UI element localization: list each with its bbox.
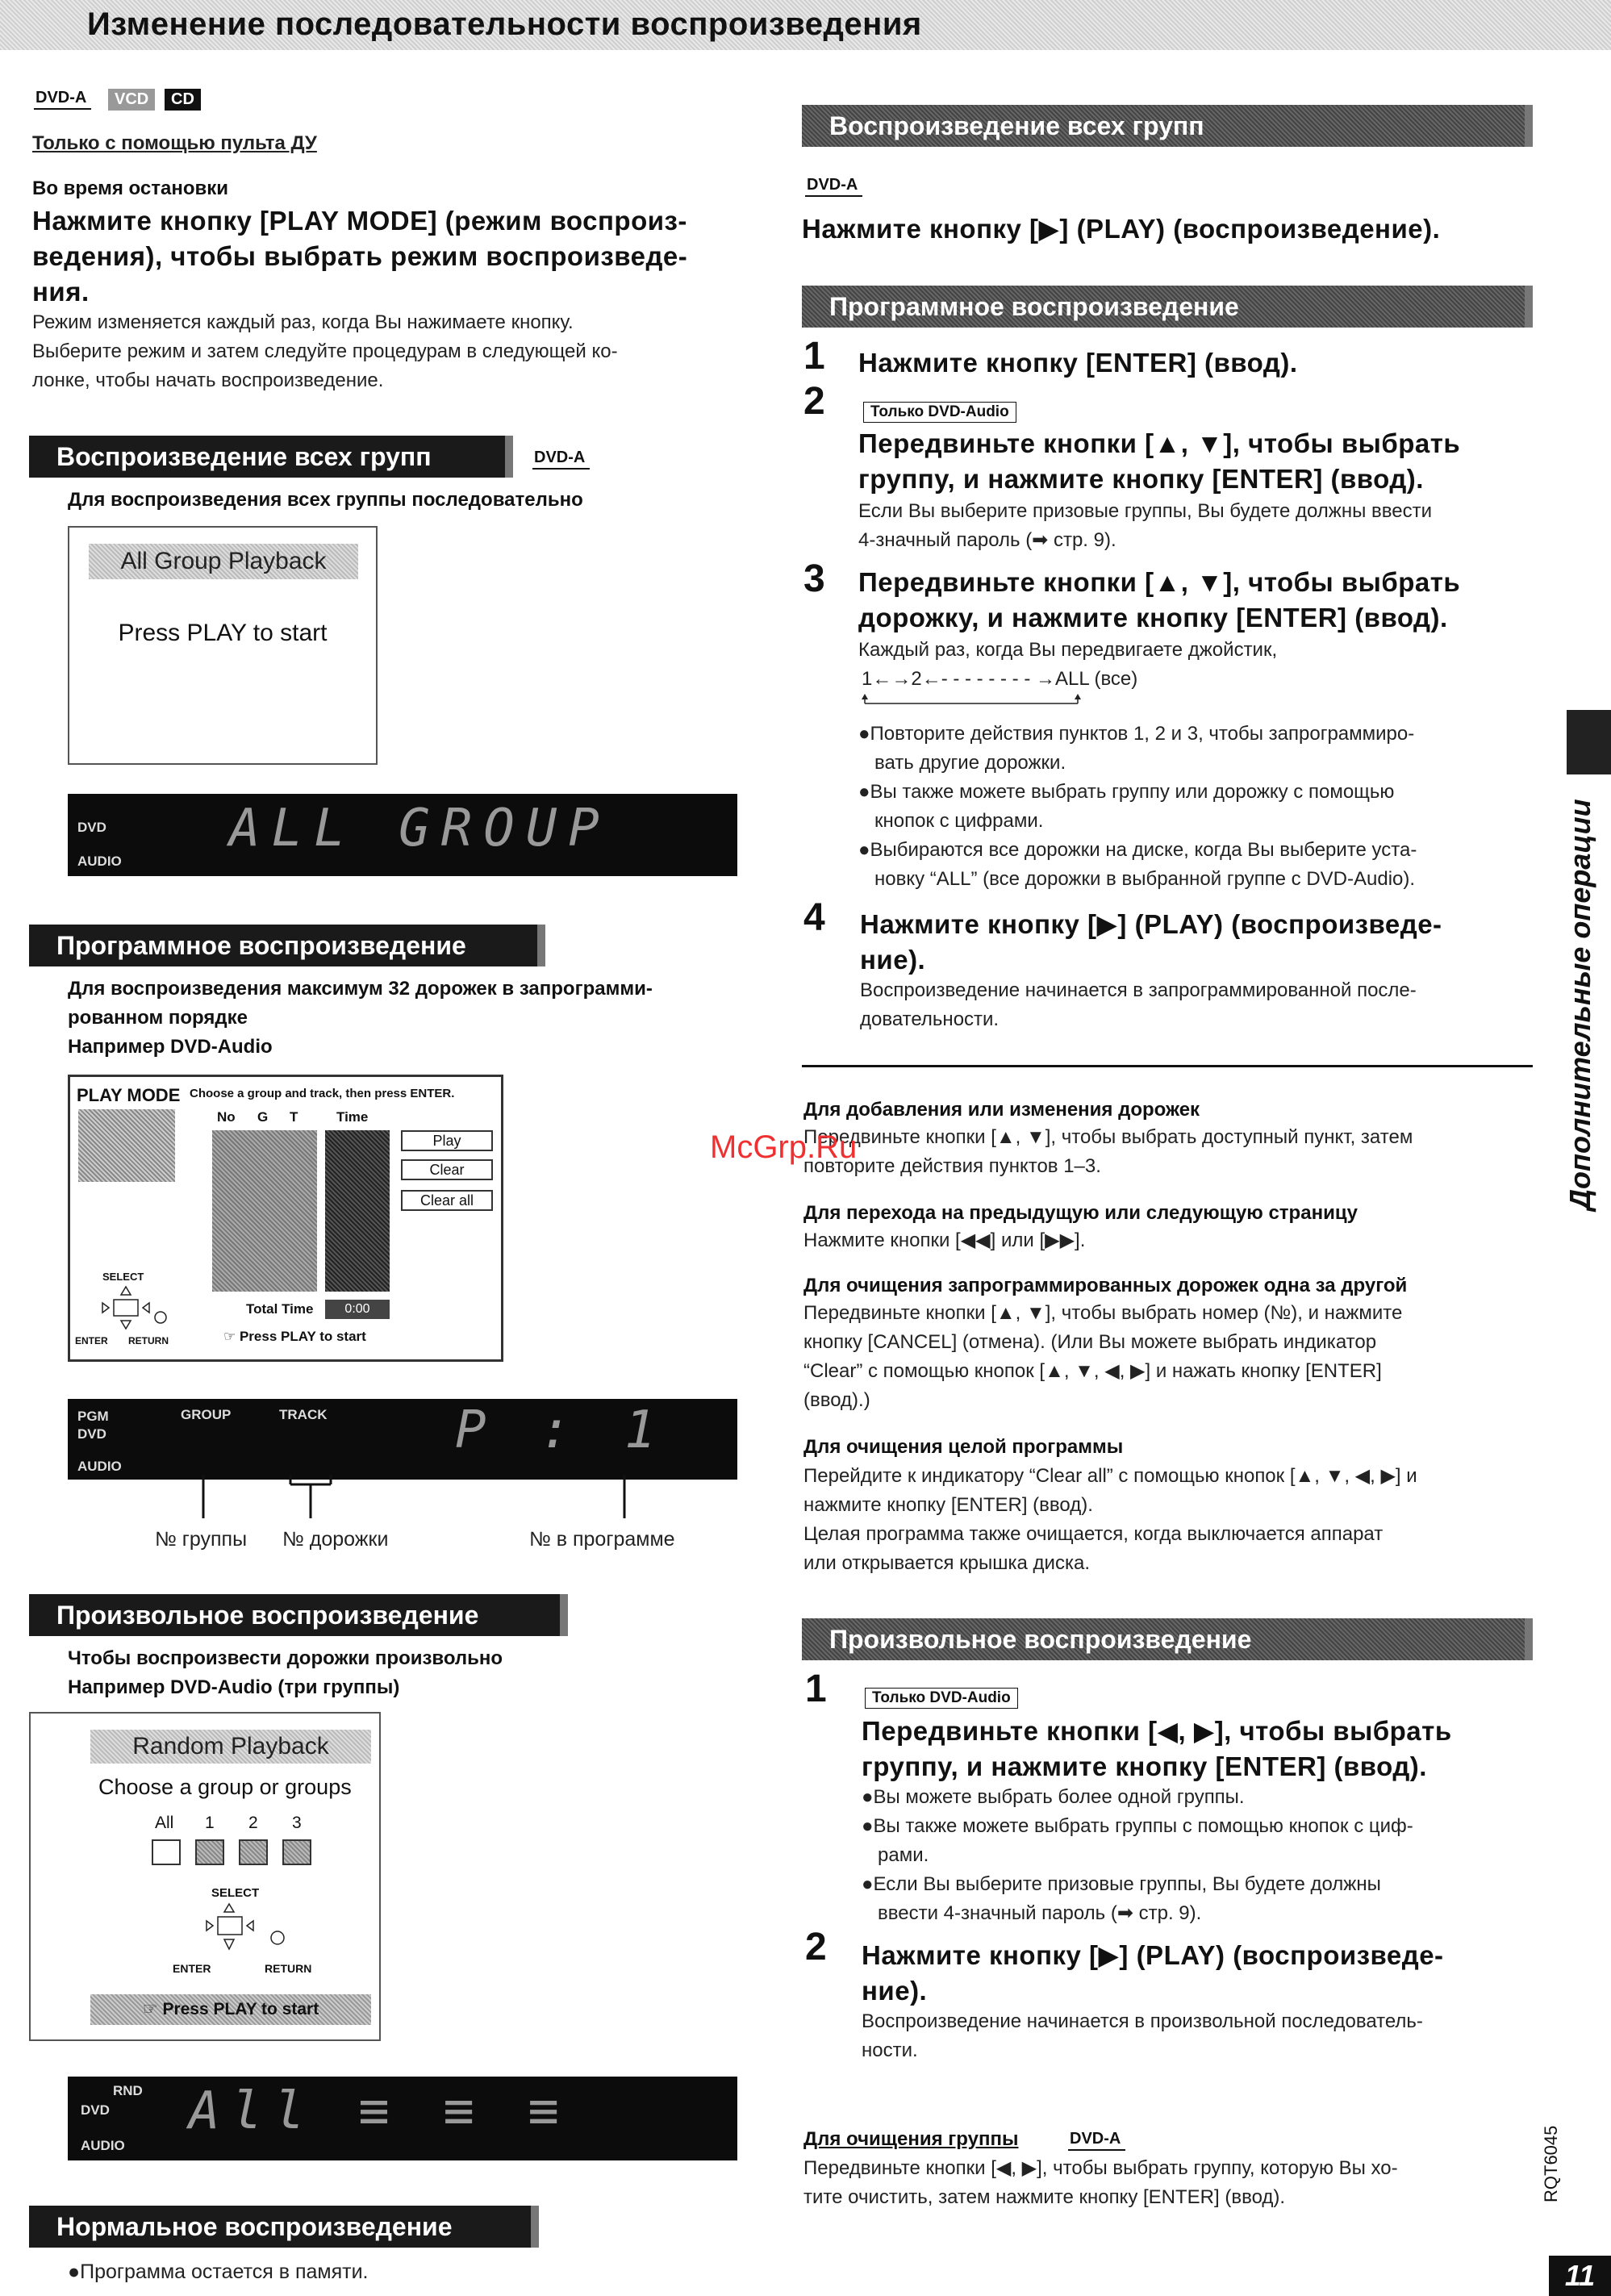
tip-3-line-2: кнопку [CANCEL] (отмена). (Или Вы можете выбрать индикатор [803, 1331, 1377, 1353]
all-group-desc: Для воспроизведения всех группы последовательно [68, 489, 583, 511]
main-instr-1: Нажмите кнопку [PLAY MODE] (режим воспроиз- [32, 206, 687, 236]
all-group-right-instr: Нажмите кнопку [▶] (PLAY) (воспроизведение). [802, 214, 1441, 244]
random-opt-2: 2 [248, 1814, 258, 1832]
pm-col-g: G [257, 1109, 269, 1125]
step-1-num: 1 [803, 335, 825, 378]
display-pointer-lines [194, 1473, 645, 1522]
display-program [68, 1399, 737, 1480]
normal-note: ●Программа остается в памяти. [68, 2261, 369, 2283]
section-all-group-left: Воспроизведение всех групп [29, 436, 513, 478]
pm-list-left [212, 1130, 317, 1292]
random-bullet-2b: рами. [878, 1844, 929, 1866]
random-step-2-note-b: ности. [862, 2039, 918, 2061]
random-step-2-num: 2 [805, 1926, 827, 1968]
random-screen [29, 1712, 381, 2041]
random-press-play-text: Press PLAY to start [162, 2000, 319, 2018]
pm-clear-button[interactable]: Clear [401, 1159, 493, 1180]
tip-4-line-1: Перейдите к индикатору “Clear all” с помощью кнопок [▲, ▼, ◀, ▶] и [803, 1465, 1417, 1487]
pm-col-no: No [217, 1109, 236, 1125]
label-prog-no: № в программе [529, 1528, 675, 1551]
tag-dvd-a: DVD-A [34, 89, 91, 110]
random-press-play: ☞ Press PLAY to start [90, 1994, 371, 2025]
random-step-1-a: Передвиньте кнопки [◀, ▶], чтобы выбрать [862, 1716, 1452, 1746]
sidebar-section-label: Дополнительные операции [1563, 799, 1596, 1210]
step-4-num: 4 [803, 896, 825, 939]
pm-return-label: RETURN [128, 1335, 169, 1346]
program-example: Например DVD-Audio [68, 1036, 273, 1058]
random-check-3[interactable] [282, 1839, 311, 1865]
random-check-1[interactable] [195, 1839, 224, 1865]
tip-2-line-1: Нажмите кнопки [◀◀] или [▶▶]. [803, 1229, 1086, 1251]
label-track-no: № дорожки [282, 1528, 389, 1551]
prog-step-4-note-a: Воспроизведение начинается в запрограммированной после- [860, 979, 1417, 1001]
prog-step-4-note-b: довательности. [860, 1008, 1000, 1030]
random-check-2[interactable] [239, 1839, 268, 1865]
clear-group-title: Для очищения группы [803, 2128, 1019, 2150]
pm-instruction: Choose a group and track, then press ENTER. [190, 1087, 455, 1100]
step-2-num: 2 [803, 380, 825, 423]
random-step-2-a: Нажмите кнопку [▶] (PLAY) (воспроизведе- [862, 1940, 1444, 1970]
disp-rnd-dvd: DVD [81, 2102, 110, 2118]
display-all-group [68, 794, 737, 876]
section-normal: Нормальное воспроизведение [29, 2206, 539, 2248]
tip-3-line-3: “Clear” с помощью кнопок [▲, ▼, ◀, ▶] и нажать кнопку [ENTER] [803, 1360, 1382, 1382]
remote-only-note: Только с помощью пульта ДУ [32, 132, 317, 154]
prog-bullet-2b: кнопок с цифрами. [874, 810, 1044, 832]
prog-bullet-2: ●Вы также можете выбрать группу или дорожку с помощью [858, 781, 1395, 803]
random-opt-1: 1 [205, 1814, 215, 1832]
prog-bullet-1b: вать другие дорожки. [874, 752, 1066, 774]
watermark: McGrp.Ru [710, 1129, 858, 1165]
display-random [68, 2077, 737, 2160]
prog-step-4-b: ние). [860, 945, 926, 975]
tip-3-line-4: (ввод).) [803, 1389, 870, 1411]
badge-dvd-a-right: DVD-A [805, 176, 862, 197]
disp-pgm: PGM [77, 1409, 109, 1424]
prog-bullet-1: ●Повторите действия пунктов 1, 2 и 3, чтобы запрограммиро- [858, 723, 1415, 745]
tag-vcd: VCD [108, 89, 155, 111]
random-example: Например DVD-Audio (три группы) [68, 1676, 400, 1698]
disp-audio: AUDIO [77, 1459, 122, 1474]
random-opt-all: All [155, 1814, 174, 1832]
program-desc-2: рованном порядке [68, 1007, 248, 1029]
step-3-num: 3 [803, 557, 825, 600]
page-number: 11 [1549, 2256, 1611, 2296]
pm-list-time [325, 1130, 390, 1292]
main-instr-3: ния. [32, 277, 90, 307]
random-bullet-3: ●Если Вы выберите призовые группы, Вы будете должны [862, 1873, 1381, 1895]
clear-group-line-2: тите очистить, затем нажмите кнопку [ENTER] (ввод). [803, 2186, 1286, 2208]
seq-return-arrow [862, 692, 1087, 708]
tip-1-line-1: Передвиньте кнопки [▲, ▼], чтобы выбрать доступный пункт, затем [803, 1126, 1413, 1148]
disc-illustration [78, 1109, 175, 1182]
joystick-icon [81, 1284, 170, 1337]
divider-rule [802, 1065, 1533, 1067]
all-group-screen-title: All Group Playback [89, 544, 358, 579]
prog-step-2-b: группу, и нажмите кнопку [ENTER] (ввод). [858, 464, 1424, 494]
disp-track: TRACK [279, 1407, 328, 1422]
random-select-label: SELECT [211, 1886, 260, 1900]
random-screen-title: Random Playback [90, 1730, 371, 1764]
badge-dvd-a-all: DVD-A [532, 449, 590, 470]
section-random-right: Произвольное воспроизведение [802, 1618, 1533, 1660]
random-step-1-b: группу, и нажмите кнопку [ENTER] (ввод). [862, 1751, 1427, 1781]
section-program-left: Программное воспроизведение [29, 925, 545, 966]
pm-title: PLAY MODE [77, 1085, 181, 1105]
random-desc: Чтобы воспроизвести дорожки произвольно [68, 1647, 503, 1669]
prog-step-3-seq: 1←→2←- - - - - - - - →ALL (все) [862, 668, 1138, 690]
mode-desc-3: лонке, чтобы начать воспроизведение. [32, 369, 384, 391]
random-return-label: RETURN [265, 1962, 312, 1975]
badge-dvd-a-clear: DVD-A [1068, 2130, 1125, 2151]
random-step-2-note-a: Воспроизведение начинается в произвольной последователь- [862, 2010, 1423, 2032]
pm-total-label: Total Time [246, 1301, 314, 1317]
prog-step-3-note: Каждый раз, когда Вы передвигаете джойстик, [858, 639, 1278, 661]
model-code: RQT6045 [1541, 2125, 1561, 2202]
disp-rnd-audio: AUDIO [81, 2138, 125, 2153]
disp-group: GROUP [181, 1407, 232, 1422]
prog-step-1: Нажмите кнопку [ENTER] (ввод). [858, 348, 1298, 378]
sidebar-tab [1567, 710, 1611, 774]
prog-step-2-a: Передвиньте кнопки [▲, ▼], чтобы выбрать [858, 428, 1461, 458]
page-title: Изменение последовательности воспроизведения [87, 6, 922, 42]
tip-4-line-3: Целая программа также очищается, когда выключается аппарат [803, 1523, 1384, 1545]
pm-col-t: T [290, 1109, 298, 1125]
pm-press-play: ☞ Press PLAY to start [223, 1329, 366, 1344]
disp-dvd: DVD [77, 1426, 106, 1442]
pm-enter-label: ENTER [75, 1335, 108, 1346]
random-step-1-num: 1 [805, 1668, 827, 1710]
all-group-screen [68, 526, 378, 765]
section-random-left: Произвольное воспроизведение [29, 1594, 568, 1636]
pm-select-label: SELECT [102, 1271, 144, 1283]
random-bullet-3b: ввести 4-значный пароль (➡ стр. 9). [878, 1902, 1202, 1924]
section-program-right: Программное воспроизведение [802, 286, 1533, 328]
random-choose: Choose a group or groups [98, 1775, 352, 1799]
random-step-2-b: ние). [862, 1976, 928, 2006]
mode-desc-1: Режим изменяется каждый раз, когда Вы нажимаете кнопку. [32, 311, 574, 333]
random-bullet-1: ●Вы можете выбрать более одной группы. [862, 1786, 1245, 1808]
tip-4-line-2: нажмите кнопку [ENTER] (ввод). [803, 1494, 1093, 1516]
prog-step-4-a: Нажмите кнопку [▶] (PLAY) (воспроизведе- [860, 909, 1442, 939]
prog-bullet-3b: новку “ALL” (все дорожки в выбранной группе с DVD-Audio). [874, 868, 1416, 890]
program-desc-1: Для воспроизведения максимум 32 дорожек в запрограмми- [68, 978, 653, 1000]
pm-clear-all-button[interactable]: Clear all [401, 1190, 493, 1211]
tip-1-title: Для добавления или изменения дорожек [803, 1099, 1200, 1121]
prog-step-3-a: Передвиньте кнопки [▲, ▼], чтобы выбрать [858, 567, 1461, 597]
random-joystick-icon [187, 1901, 292, 1960]
tip-4-title: Для очищения целой программы [803, 1436, 1124, 1458]
display-dvd-label: DVD [77, 820, 106, 835]
random-bullet-2: ●Вы также можете выбрать группы с помощью кнопок с циф- [862, 1815, 1413, 1837]
tip-3-title: Для очищения запрограммированных дорожек одна за другой [803, 1275, 1408, 1296]
clear-group-line-1: Передвиньте кнопки [◀, ▶], чтобы выбрать группу, которую Вы хо- [803, 2157, 1398, 2179]
play-mode-screen [68, 1075, 503, 1362]
prog-step-2-note-a: Если Вы выберите призовые группы, Вы будете должны ввести [858, 500, 1432, 522]
pm-play-button[interactable]: Play [401, 1130, 493, 1151]
when-stopped: Во время остановки [32, 177, 228, 199]
disp-rnd: RND [113, 2083, 143, 2098]
label-group-no: № группы [155, 1528, 248, 1551]
badge-only-dvd-audio-2: Только DVD-Audio [865, 1688, 1018, 1709]
all-group-screen-text: Press PLAY to start [118, 620, 328, 646]
pm-col-time: Time [336, 1109, 369, 1125]
mode-desc-2: Выберите режим и затем следуйте процедурам в следующей ко- [32, 340, 618, 362]
pm-total-value: 0:00 [325, 1300, 390, 1319]
random-enter-label: ENTER [173, 1962, 211, 1975]
prog-bullet-3: ●Выбираются все дорожки на диске, когда Вы выберите уста- [858, 839, 1417, 861]
section-all-group-right: Воспроизведение всех групп [802, 105, 1533, 147]
prog-step-3-b: дорожку, и нажмите кнопку [ENTER] (ввод). [858, 603, 1448, 632]
tip-2-title: Для перехода на предыдущую или следующую страницу [803, 1202, 1358, 1224]
prog-step-2-note-b: 4-значный пароль (➡ стр. 9). [858, 529, 1116, 551]
display-audio-label: AUDIO [77, 854, 122, 869]
tip-4-line-4: или открывается крышка диска. [803, 1552, 1091, 1574]
tip-1-line-2: повторите действия пунктов 1–3. [803, 1155, 1101, 1177]
disp-program-text: P : 1 [455, 1401, 667, 1460]
tip-3-line-1: Передвиньте кнопки [▲, ▼], чтобы выбрать номер (№), и нажмите [803, 1302, 1403, 1324]
tag-cd: CD [165, 89, 201, 111]
pm-press-play-text: Press PLAY to start [239, 1329, 366, 1344]
disp-random-text: All ≡ ≡ ≡ [189, 2081, 570, 2141]
random-check-all[interactable] [152, 1839, 181, 1865]
display-text: ALL GROUP [229, 799, 611, 858]
badge-only-dvd-audio-1: Только DVD-Audio [863, 402, 1016, 423]
random-opt-3: 3 [292, 1814, 302, 1832]
main-instr-2: ведения), чтобы выбрать режим воспроизведе- [32, 241, 688, 271]
